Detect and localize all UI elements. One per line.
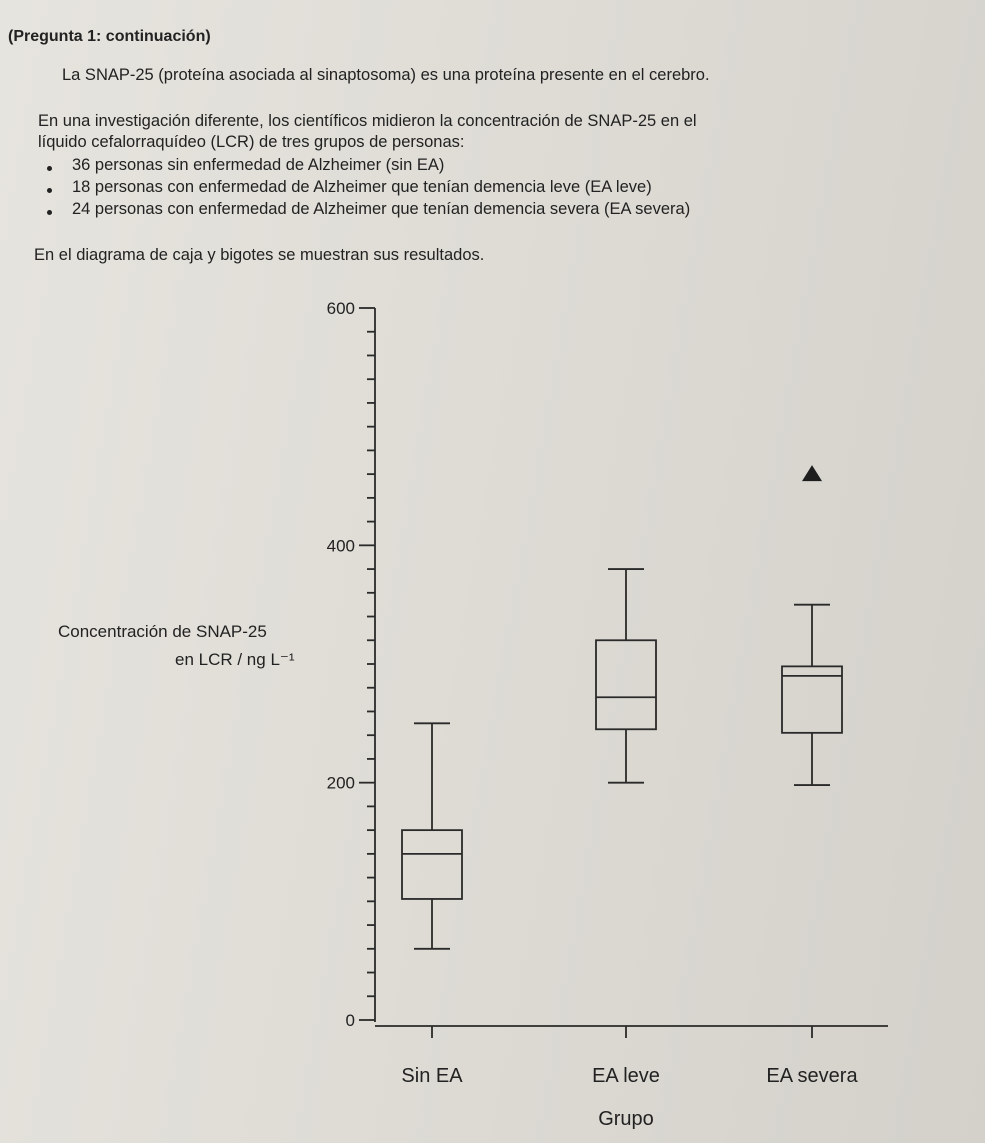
y-tick-label: 600 xyxy=(326,299,355,318)
group-item-ea-severa: 24 personas con enfermedad de Alzheimer que tenían demencia severa (EA severa) xyxy=(72,200,691,218)
outlier-triangle xyxy=(802,465,822,481)
y-tick-label: 200 xyxy=(326,773,355,793)
diagram-intro-text: En el diagrama de caja y bigotes se muestran sus resultados. xyxy=(34,246,485,264)
investigation-text-line1: En una investigación diferente, los científicos midieron la concentración de SNAP-25 en el xyxy=(38,112,697,130)
box-iqr xyxy=(596,640,656,729)
intro-text: La SNAP-25 (proteína asociada al sinaptosoma) es una proteína presente en el cerebro. xyxy=(62,66,710,84)
y-axis-label-line2: en LCR / ng L⁻¹ xyxy=(175,650,295,669)
x-category-label: Sin EA xyxy=(401,1065,463,1087)
group-item-sin-ea: 36 personas sin enfermedad de Alzheimer (sin EA) xyxy=(72,156,445,174)
box-iqr xyxy=(402,830,462,899)
y-axis-label-line1: Concentración de SNAP-25 xyxy=(58,622,267,641)
investigation-text-line2: líquido cefalorraquídeo (LCR) de tres grupos de personas: xyxy=(38,133,465,151)
x-category-label: EA severa xyxy=(766,1065,858,1087)
y-tick-label: 400 xyxy=(326,536,355,556)
y-tick-label: 0 xyxy=(345,1011,355,1030)
x-axis-label: Grupo xyxy=(598,1108,654,1130)
group-item-ea-leve: 18 personas con enfermedad de Alzheimer que tenían demencia leve (EA leve) xyxy=(72,178,652,196)
question-heading: (Pregunta 1: continuación) xyxy=(8,28,211,45)
x-category-label: EA leve xyxy=(592,1065,660,1087)
